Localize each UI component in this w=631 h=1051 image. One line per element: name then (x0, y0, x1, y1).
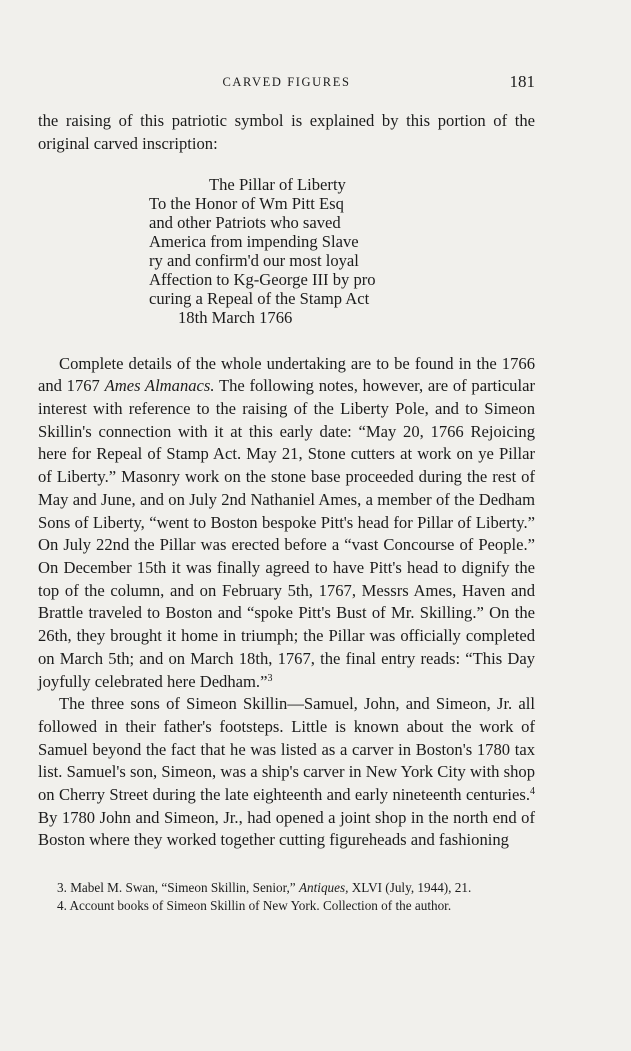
footnote-number: 4. (57, 897, 67, 913)
carved-inscription (38, 176, 535, 327)
paragraph-text: The three sons of Simeon Skillin—Samuel, John, and Simeon, Jr. all followed in their father's footsteps. Little is known about the work of Samuel beyond the fact that he was listed as a carver in Boston's 1780 tax list. Samuel's son, Simeon, was a ship's carver in New York City with shop on Cherry Street during the late eighteenth and early nineteenth centuries. (38, 694, 535, 805)
almanac-title: Ames Almanacs. (104, 376, 215, 396)
footnote-number: 3. (57, 880, 67, 895)
paragraph-ames-almanacs (38, 353, 535, 694)
footnote (38, 880, 535, 896)
inscription-line: Affection to Kg-George III by pro (149, 269, 376, 289)
inscription-line: ry and confirm'd our most loyal (149, 251, 359, 271)
journal-title: Antiques, (298, 880, 349, 895)
running-head (38, 73, 535, 95)
inscription-line: America from impending Slave (149, 232, 359, 252)
paragraph-text: Complete details of the whole undertaking are to be found in the 1766 and 1767 (38, 353, 535, 396)
page-number: 181 (509, 72, 535, 91)
paragraph-skillin-sons (38, 693, 535, 852)
running-title: CARVED FIGURES (222, 75, 351, 89)
footnote-reference: 4 (530, 786, 535, 798)
footnote (38, 898, 535, 914)
footnote-text: XLVI (July, 1944), 21. (348, 880, 472, 895)
inscription-line: curing a Repeal of the Stamp Act (149, 288, 370, 308)
intro-paragraph: the raising of this patriotic symbol is explained by this portion of the original carved inscription: (38, 111, 535, 153)
inscription-line: 18th March 1766 (178, 307, 293, 327)
footnotes (38, 880, 535, 913)
footnote-text: Account books of Simeon Skillin of New York. Collection of the author. (66, 897, 452, 913)
paragraph-text: The following notes, however, are of particular interest with reference to the raising of the Liberty Pole, and to Simeon Skillin's connection with it at this early date: “May 20, 1766 Rejoicing here for Repeal of Stamp Act. May 21, Stone cutters at work on ye Pillar of Liberty.” Masonry work on the stone base proceeded during the rest of May and June, and on July 2nd Nathaniel Ames, a member of the Dedham Sons of Liberty, “went to Boston bespoke Pitt's head for Pillar of Liberty.” On July 22nd the Pillar was erected before a “vast Concourse of People.” On December 15th it was finally agreed to have Pitt's head to dignify the top of the column, and on February 5th, 1767, Messrs Ames, Haven and Brattle traveled to Boston and “spoke Pitt's Bust of Mr. Skilling.” On the 26th, they brought it home in triumph; the Pillar was officially completed on March 5th; and on March 18th, 1767, the final entry reads: “This Day joyfully celebrated here Dedham.” (38, 376, 535, 691)
footnote-text: Mabel M. Swan, “Simeon Skillin, Senior,” (66, 880, 299, 895)
body-text (38, 110, 535, 852)
footnote-reference: 3 (267, 672, 273, 684)
inscription-line: The Pillar of Liberty (209, 175, 346, 195)
paragraph-text: By 1780 John and Simeon, Jr., had opened a joint shop in the north end of Boston where they worked together cutting figureheads and fashioning (38, 807, 535, 850)
inscription-line: To the Honor of Wm Pitt Esq (149, 194, 344, 214)
inscription-line: and other Patriots who saved (149, 213, 341, 233)
